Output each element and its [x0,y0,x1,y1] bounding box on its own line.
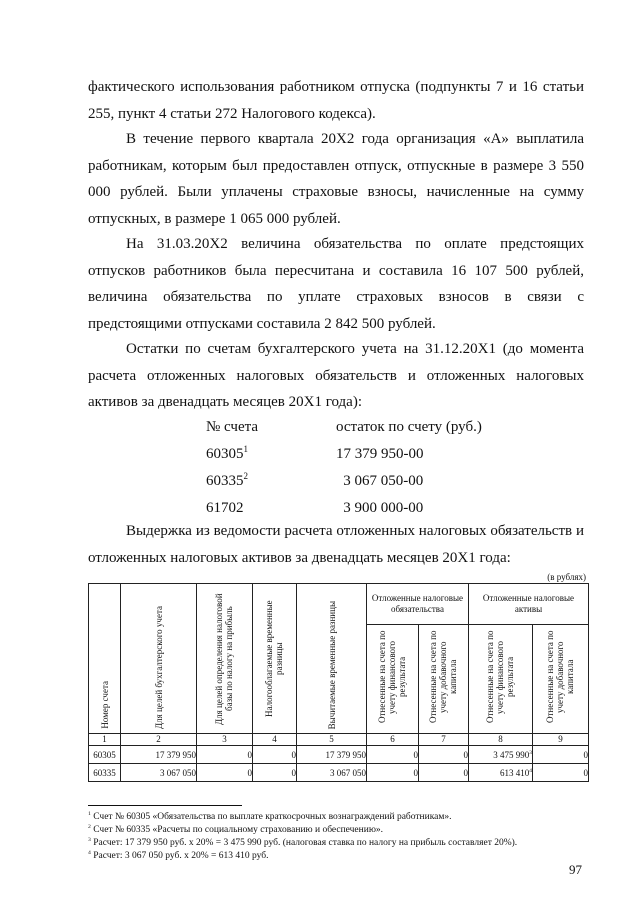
cell-deductible-diff: 17 379 950 [297,746,367,764]
header-liab-financial-result: Отнесенные на счета по учету финансового результата [367,625,419,734]
balance-account: 60335$^2$ [206,471,248,489]
col-number: 8 [469,734,533,746]
paragraph-1: фактического использования работником отпуска (подпункты 7 и 16 статьи 255, пункт 4 статьи 272 Налогового кодекса). [88,79,584,122]
page-number: 97 [569,862,582,877]
header-account-number: Номер счета [89,584,121,734]
cell-taxable-diff: 0 [253,764,297,782]
cell-asset-financial: 3 475 $990^3$ [469,746,533,764]
cell-account: 60305 [89,746,121,764]
col-number: 1 [89,734,121,746]
header-asset-financial-result: Отнесенные на счета по учету финансового результата [469,625,533,734]
col-number: 2 [121,734,197,746]
paragraph-2: В течение первого квартала 20Х2 года организация «А» выплатила работникам, которым был предоставлен отпуск, отпускные в размере 3 550 000 рублей. Были уплачены страховые взносы, начисленные на сумму отпускных, в размере 1 065 000 рублей. [88,131,584,227]
account-balances-list [206,414,536,522]
balance-account: 60305$^1$ [206,444,248,462]
header-deferred-tax-liabilities: Отложенные налоговые обязательства [367,584,469,625]
header-taxable-differences: Налогооблагаемые временные разницы [253,584,297,734]
cell-liab-capital: 0 [419,746,469,764]
footnote-1: $^1$ Счет № 60305 «Обязательства по выплате краткосрочных вознаграждений работникам». [88,810,452,822]
footnote-3: $^3$ Расчет: 17 379 950 руб. x 20% = 3 475 990 руб. (налоговая ставка по налогу на прибыль составляет 20%). [88,836,518,848]
cell-liab-capital: 0 [419,764,469,782]
paragraph-4: Остатки по счетам бухгалтерского учета на 31.12.20Х1 (до момента расчета отложенных налоговых обязательств и отложенных налоговых активов за двенадцать месяцев 20Х1 года): [88,341,584,410]
balance-row [206,441,536,468]
paragraph-5: Выдержка из ведомости расчета отложенных налоговых обязательств и отложенных налоговых активов за двенадцать месяцев 20Х1 года: [88,523,584,566]
footnote-divider [88,805,242,806]
col-number: 6 [367,734,419,746]
cell-accounting: 3 067 050 [121,764,197,782]
col-number: 3 [197,734,253,746]
footnote-2: $^2$ Счет № 60335 «Расчеты по социальному страхованию и обеспечению». [88,823,384,835]
balances-header-row [206,414,536,441]
header-liab-additional-capital: Отнесенные на счета по учету добавочного капитала [419,625,469,734]
cell-tax-base: 0 [197,764,253,782]
header-deferred-tax-assets: Отложенные налоговые активы [469,584,589,625]
cell-liab-financial: 0 [367,764,419,782]
cell-account: 60335 [89,764,121,782]
balance-amount: 3 067 050-00 [343,473,424,489]
balance-amount: 17 379 950-00 [336,446,424,462]
paragraph-3: На 31.03.20Х2 величина обязательства по оплате предстоящих отпусков работников была пересчитана и составила 16 107 500 рублей, величина обязательства по уплате страховых взносов в связи с предстоящими отпусками составила 2 842 500 рублей. [88,236,584,332]
deferred-tax-table [88,583,589,782]
table-row [89,764,589,782]
table-row [89,746,589,764]
header-asset-additional-capital: Отнесенные на счета по учету добавочного капитала [533,625,589,734]
footnote-4: $^4$ Расчет: 3 067 050 руб. x 20% = 613 410 руб. [88,849,269,861]
cell-asset-capital: 0 [533,764,589,782]
header-accounting-purposes: Для целей бухгалтерского учета [121,584,197,734]
cell-asset-capital: 0 [533,746,589,764]
col-number: 9 [533,734,589,746]
table-header-row [89,584,589,625]
balance-account: 61702 [206,500,244,516]
cell-liab-financial: 0 [367,746,419,764]
cell-tax-base: 0 [197,746,253,764]
col-number: 5 [297,734,367,746]
col-number: 7 [419,734,469,746]
column-number-row [89,734,589,746]
col-number: 4 [253,734,297,746]
balances-header-balance: остаток по счету (руб.) [336,419,482,435]
header-tax-base: Для целей определения налоговой базы по налогу на прибыль [197,584,253,734]
balances-header-account: № счета [206,419,259,435]
balance-row [206,468,536,495]
table-unit-note: (в рублях) [547,572,586,582]
cell-taxable-diff: 0 [253,746,297,764]
cell-deductible-diff: 3 067 050 [297,764,367,782]
header-deductible-differences: Вычитаемые временные разницы [297,584,367,734]
cell-asset-financial: 613 $410^4$ [469,764,533,782]
cell-accounting: 17 379 950 [121,746,197,764]
balance-amount: 3 900 000-00 [343,500,424,516]
